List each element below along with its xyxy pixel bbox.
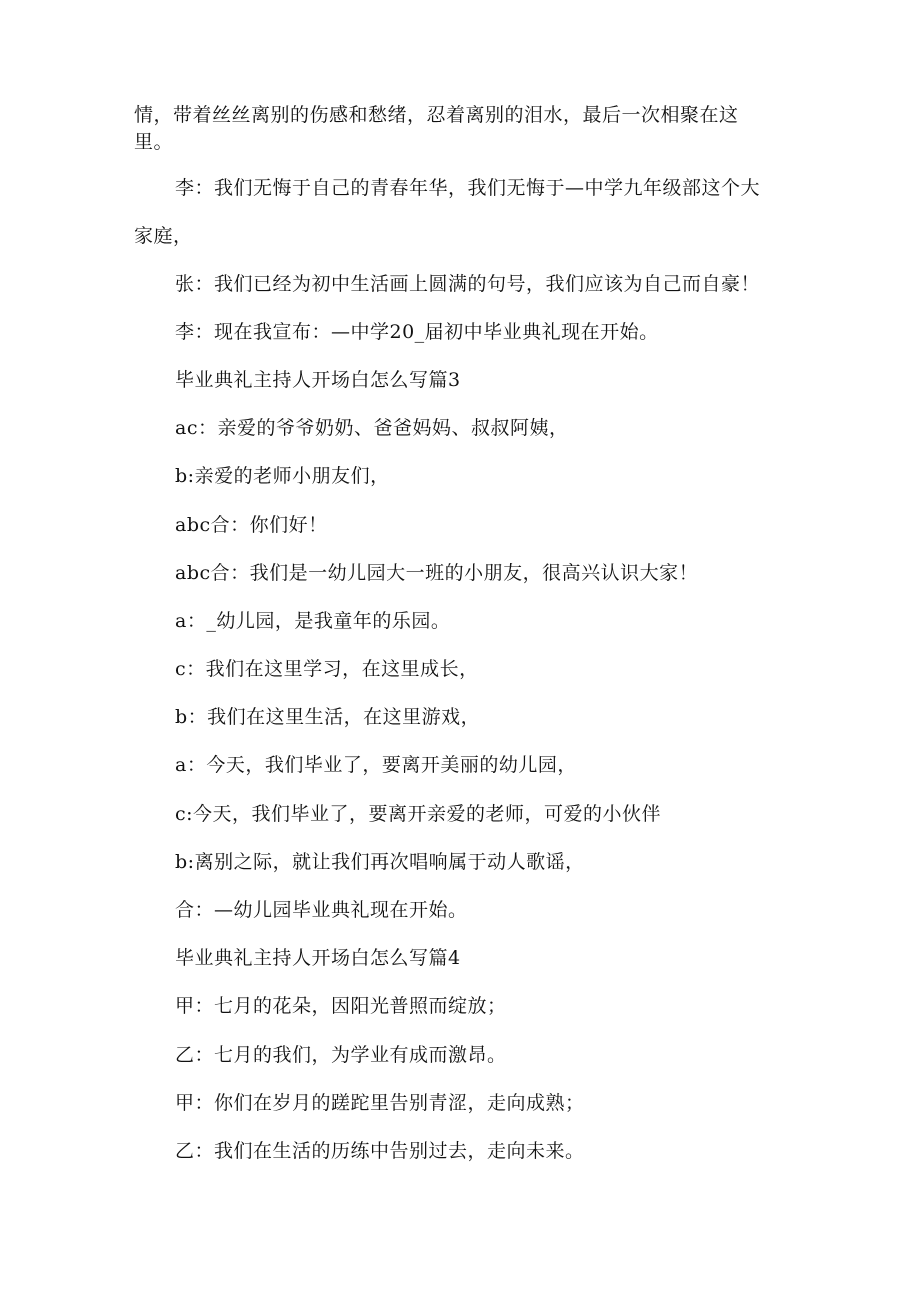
- paragraph-line: 家庭，: [134, 225, 193, 247]
- paragraph-line: 合：—幼儿园毕业典礼现在开始。: [175, 899, 468, 921]
- paragraph-line: b:离别之际，就让我们再次唱响属于动人歌谣，: [175, 851, 585, 873]
- paragraph-line: a：今天，我们毕业了，要离开美丽的幼儿园，: [175, 754, 577, 776]
- paragraph-line: 甲：七月的花朵，因阳光普照而绽放；: [175, 995, 507, 1017]
- paragraph-line: 情，带着丝丝离别的伤感和愁绪，忍着离别的泪水，最后一次相聚在这: [134, 104, 739, 126]
- paragraph-line: c：我们在这里学习，在这里成长，: [175, 658, 479, 680]
- paragraph-line: b:亲爱的老师小朋友们，: [175, 465, 390, 487]
- paragraph-line: 李：现在我宣布：—中学20_届初中毕业典礼现在开始。: [175, 321, 659, 343]
- paragraph-line: 李：我们无悔于自己的青春年华，我们无悔于—中学九年级部这个大: [175, 177, 761, 199]
- paragraph-line: ac：亲爱的爷爷奶奶、爸爸妈妈、叔叔阿姨，: [175, 417, 569, 439]
- paragraph-line: a：_幼儿园，是我童年的乐园。: [175, 610, 451, 632]
- paragraph-line: 乙：我们在生活的历练中告别过去，走向未来。: [175, 1140, 585, 1162]
- paragraph-line: 里。: [134, 131, 174, 153]
- paragraph-line: 甲：你们在岁月的蹉跎里告别青涩，走向成熟；: [175, 1092, 585, 1114]
- paragraph-line: 张：我们已经为初中生活画上圆满的句号，我们应该为自己而自豪！: [175, 273, 761, 295]
- paragraph-line: abc合：你们好！: [175, 514, 328, 536]
- paragraph-line: abc合：我们是一幼儿园大一班的小朋友，很高兴认识大家！: [175, 562, 699, 584]
- section-heading: 毕业典礼主持人开场白怎么写篇4: [175, 947, 461, 969]
- section-heading: 毕业典礼主持人开场白怎么写篇3: [175, 369, 461, 391]
- paragraph-line: b：我们在这里生活，在这里游戏，: [175, 706, 481, 728]
- paragraph-line: 乙：七月的我们，为学业有成而激昂。: [175, 1044, 507, 1066]
- paragraph-line: c:今天，我们毕业了，要离开亲爱的老师，可爱的小伙伴: [175, 803, 662, 825]
